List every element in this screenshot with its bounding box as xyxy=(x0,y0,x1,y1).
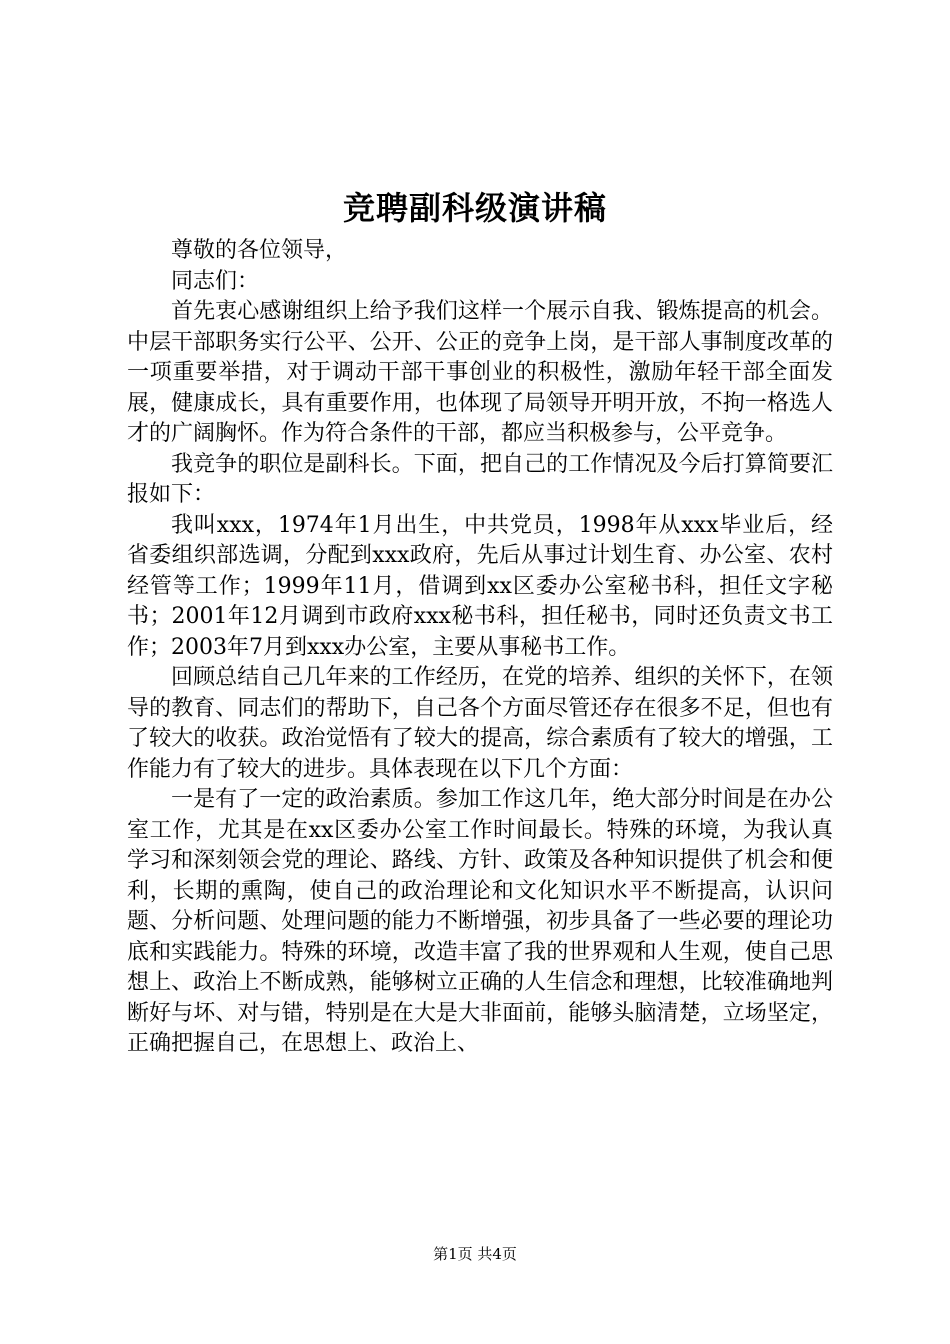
paragraph-resume: 我叫xxx，1974年1月出生，中共党员，1998年从xxx毕业后，经省委组织部选调，分配到xxx政府，先后从事过计划生育、办公室、农村经管等工作；1999年11月，借调到xx区委办公室秘书科，担任文字秘书；2001年12月调到市政府xxx秘书科，担任秘书，同时还负责文书工作；2003年7月到xxx办公室，主要从事秘书工作。 xyxy=(127,512,833,660)
salutation-leaders: 尊敬的各位领导， xyxy=(171,238,348,263)
paragraph-gratitude: 首先衷心感谢组织上给予我们这样一个展示自我、锻炼提高的机会。中层干部职务实行公平、公开、公正的竞争上岗，是干部人事制度改革的一项重要举措，对于调动干部干事创业的积极性，激励年轻干部全面发展，健康成长，具有重要作用，也体现了局领导开明开放，不拘一格选人才的广阔胸怀。作为符合条件的干部，都应当积极参与，公平竞争。 xyxy=(127,299,833,446)
paragraph-review: 回顾总结自己几年来的工作经历，在党的培养、组织的关怀下，在领导的教育、同志们的帮助下，自己各个方面尽管还存在很多不足，但也有了较大的收获。政治觉悟有了较大的提高，综合素质有了较大的增强，工作能力有了较大的进步。具体表现在以下几个方面： xyxy=(127,665,833,782)
document-body xyxy=(127,236,833,1060)
page-number-footer: 第1页 共4页 xyxy=(433,1245,517,1263)
paragraph-position: 我竞争的职位是副科长。下面，把自己的工作情况及今后打算简要汇报如下： xyxy=(127,451,833,507)
salutation-comrades: 同志们： xyxy=(171,268,260,294)
paragraph-political-quality: 一是有了一定的政治素质。参加工作这几年，绝大部分时间是在办公室工作，尤其是在xx区委办公室工作时间最长。特殊的环境，为我认真学习和深刻领会党的理论、路线、方针、政策及各种知识提供了机会和便利，长期的熏陶，使自己的政治理论和文化知识水平不断提高，认识问题、分析问题、处理问题的能力不断增强，初步具备了一些必要的理论功底和实践能力。特殊的环境，改造丰富了我的世界观和人生观，使自己思想上、政治上不断成熟，能够树立正确的人生信念和理想，比较准确地判断好与坏、对与错，特别是在大是大非面前，能够头脑清楚，立场坚定，正确把握自己，在思想上、政治上、 xyxy=(127,787,833,1056)
document-title: 竞聘副科级演讲稿 xyxy=(342,189,607,227)
